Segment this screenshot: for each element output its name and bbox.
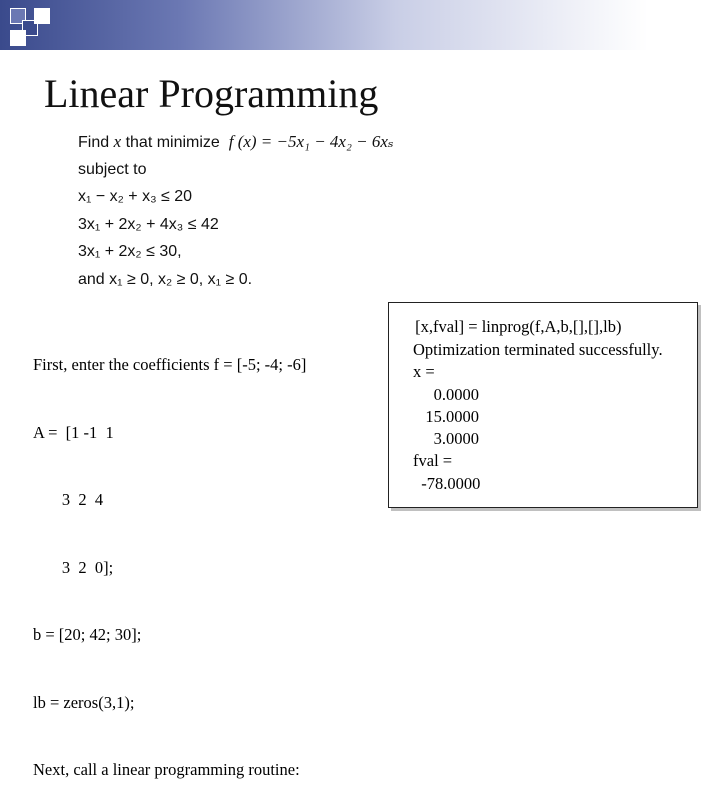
nonnegativity-line: and x₁ ≥ 0, x₂ ≥ 0, x₁ ≥ 0.: [78, 270, 253, 288]
text-line: First, enter the coefficients f = [-5; -4; -6]: [33, 355, 307, 374]
subject-to-line: subject to: [78, 160, 147, 178]
text-line: Next, call a linear programming routine:: [33, 760, 300, 779]
code-line: Optimization terminated successfully.: [413, 340, 663, 359]
code-line: 15.0000: [413, 407, 479, 426]
matlab-output-box: [388, 302, 698, 508]
code-line: fval =: [413, 451, 453, 470]
constraint-3: 3x₁ + 2x₂ ≤ 30,: [78, 243, 182, 260]
text-line: 3 2 0];: [33, 557, 114, 577]
constraint-1: x₁ − x₂ + x₃ ≤ 20: [78, 188, 193, 205]
code-line: 0.0000: [413, 385, 479, 404]
text-line: b = [20; 42; 30];: [33, 625, 142, 644]
objective-line: Find x that minimize f (x) = −5x₁ − 4x₂ − 6xₛ: [78, 132, 394, 151]
text-line: 3 2 4: [33, 490, 104, 509]
problem-statement: [78, 128, 394, 293]
slide-title: Linear Programming: [44, 71, 379, 116]
decor-square: [34, 8, 50, 24]
matlab-input-text: [33, 309, 306, 804]
code-line: 3.0000: [413, 429, 479, 448]
text-line: lb = zeros(3,1);: [33, 692, 135, 712]
code-line: x =: [413, 362, 435, 381]
text-line: A = [1 -1 1: [33, 422, 114, 442]
code-line: [x,fval] = linprog(f,A,b,[],[],lb): [411, 317, 622, 336]
constraint-2: 3x₁ + 2x₂ + 4x₃ ≤ 42: [78, 215, 219, 233]
header-bar: [0, 0, 720, 50]
decor-square: [10, 30, 26, 46]
code-line: -78.0000: [413, 474, 481, 493]
